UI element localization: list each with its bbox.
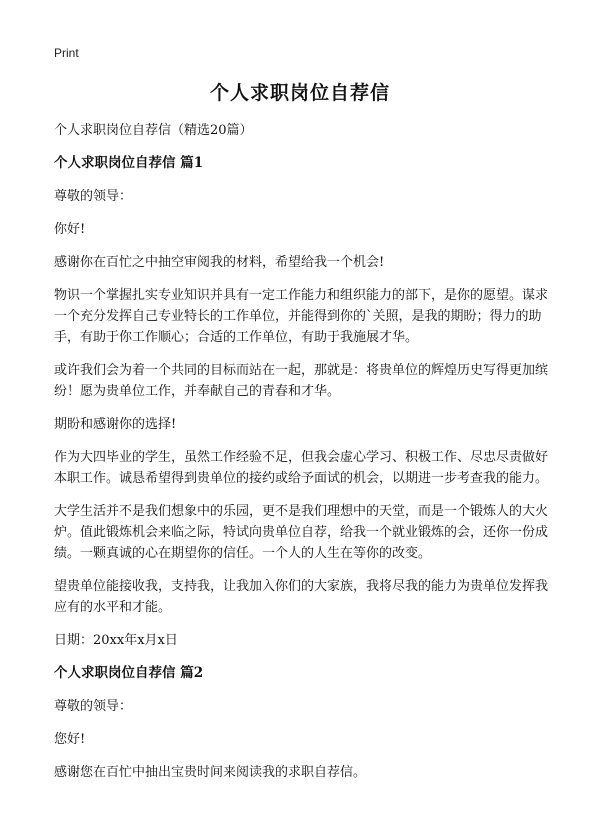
body-paragraph: 期盼和感谢你的选择! bbox=[54, 417, 177, 432]
body-paragraph: 感谢您在百忙中抽出宝贵时间来阅读我的求职自荐信。 bbox=[54, 765, 367, 780]
print-link[interactable]: Print bbox=[54, 46, 79, 60]
letter-section-2 bbox=[54, 663, 560, 783]
salutation: 尊敬的领导： bbox=[54, 699, 133, 714]
body-paragraph: 作为大四毕业的学生，虽然工作经验不足，但我会虚心学习、积极工作、尽忠尽责做好本职工作。诚恳希望得到贵单位的接约或给予面试的机会，以期进一步考查我的能力。 bbox=[54, 450, 549, 486]
document-body bbox=[54, 120, 560, 795]
greeting: 您好! bbox=[54, 732, 86, 747]
greeting: 你好! bbox=[54, 222, 86, 237]
letter-section-1 bbox=[54, 153, 560, 651]
body-paragraph: 物识一个掌握扎实专业知识并具有一定工作能力和组织能力的部下，是你的愿望。谋求一个充分发挥自己专业特长的工作单位，并能得到你的`关照，是我的期盼；得力的助手，有助于你工作顺心；合适的工作单位，有助于我施展才华。 bbox=[54, 288, 549, 345]
body-paragraph: 望贵单位能接收我，支持我，让我加入你们的大家族，我将尽我的能力为贵单位发挥我应有的水平和才能。 bbox=[54, 579, 549, 615]
document-subtitle: 个人求职岗位自荐信（精选20篇） bbox=[54, 123, 253, 138]
date-line: 日期：20xx年x月x日 bbox=[54, 633, 178, 648]
body-paragraph: 感谢你在百忙之中抽空审阅我的材料，希望给我一个机会! bbox=[54, 255, 385, 270]
body-paragraph: 大学生活并不是我们想象中的乐园，更不是我们理想中的天堂，而是一个锻炼人的大火炉。值此锻炼机会来临之际，特试向贵单位自荐，给我一个就业锻炼的会，还你一份成绩。一颗真诚的心在期望你的信任。一个人的人生在等你的改变。 bbox=[54, 504, 549, 561]
body-paragraph: 或许我们会为着一个共同的目标而站在一起，那就是：将贵单位的辉煌历史写得更加缤纷！愿为贵单位工作，并奉献自己的青春和才华。 bbox=[54, 363, 549, 399]
page-title: 个人求职岗位自荐信 bbox=[209, 82, 390, 104]
section-heading: 个人求职岗位自荐信 篇1 bbox=[54, 155, 204, 171]
section-heading: 个人求职岗位自荐信 篇2 bbox=[54, 665, 204, 681]
salutation: 尊敬的领导： bbox=[54, 189, 133, 204]
